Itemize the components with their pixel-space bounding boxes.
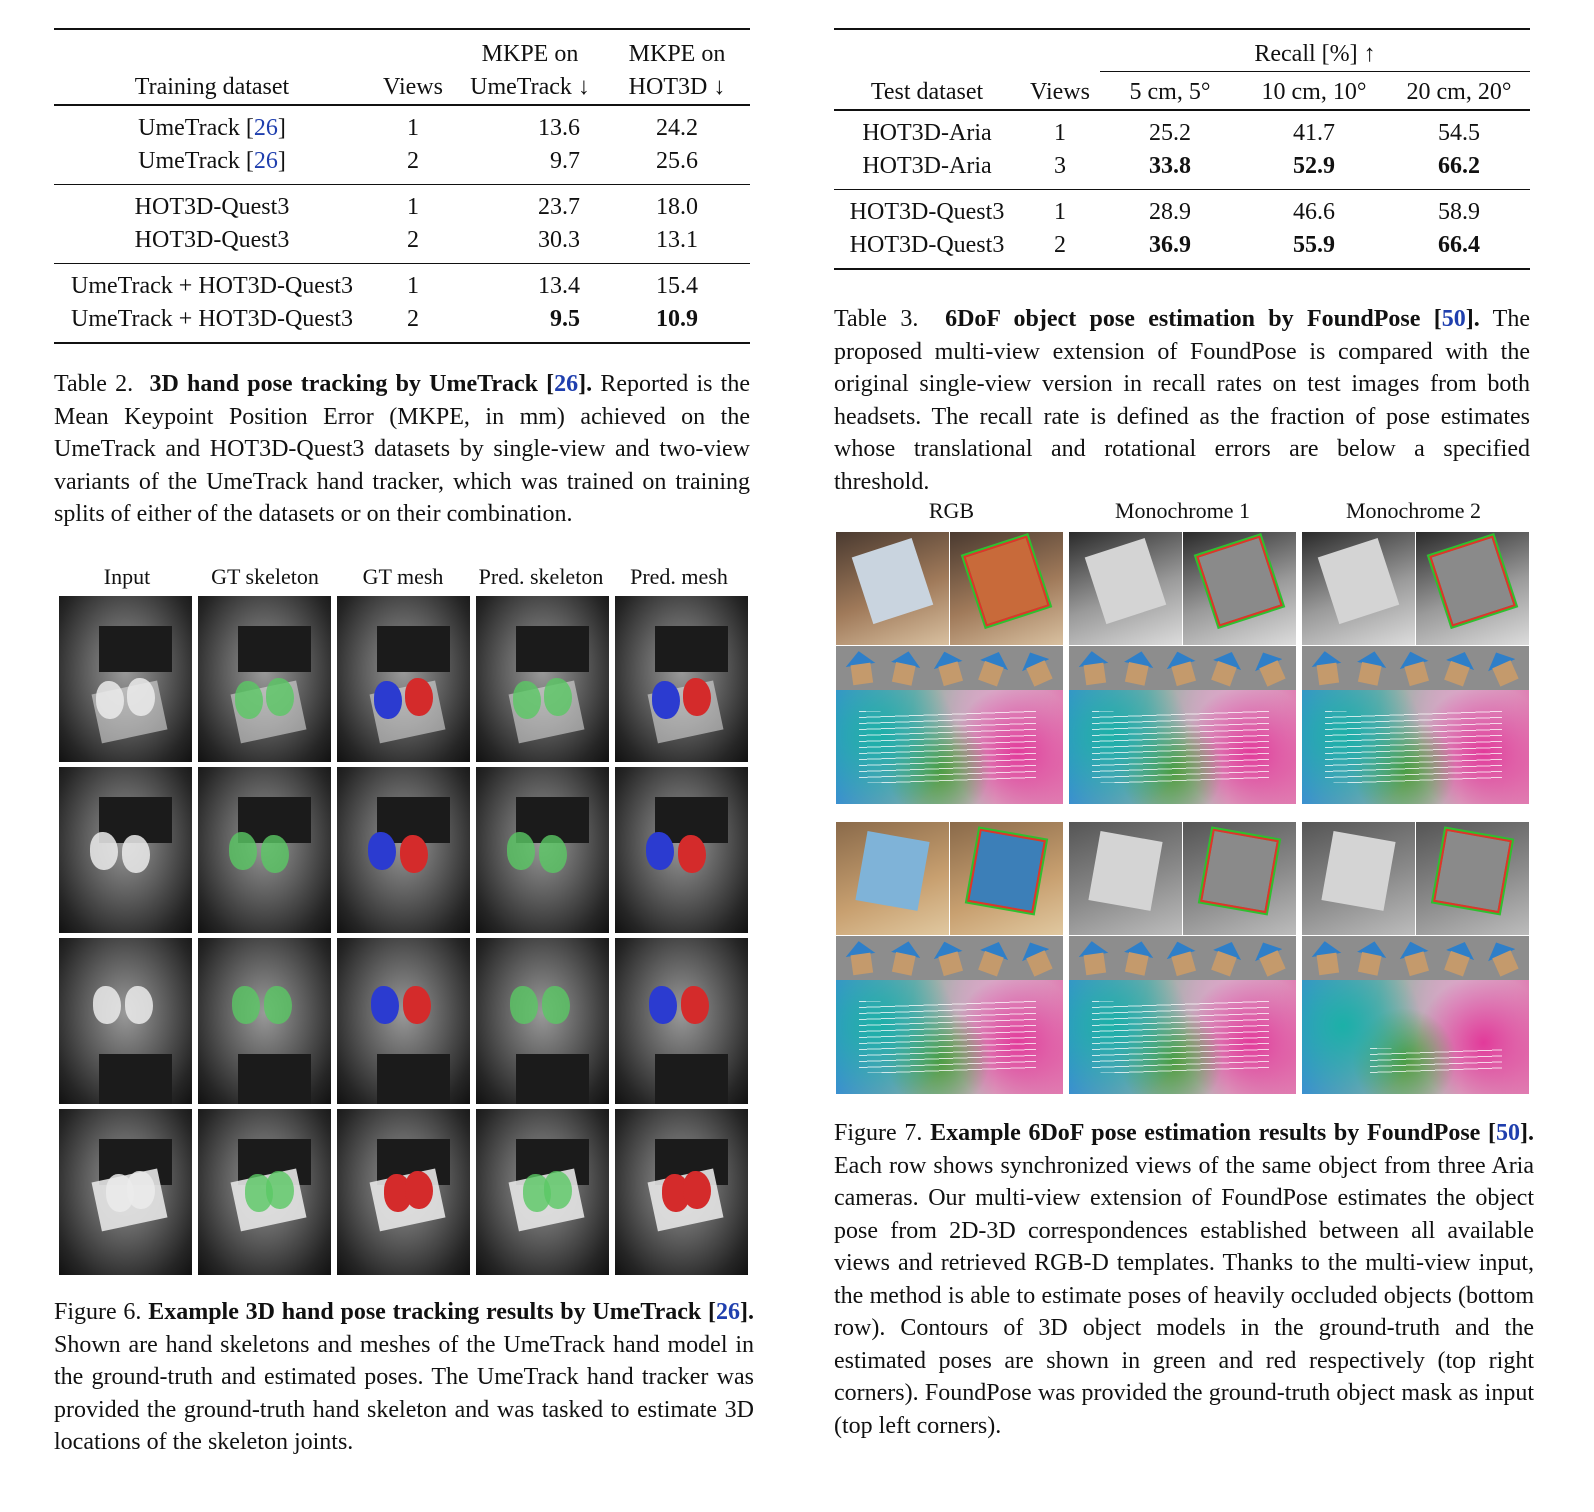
fig6-image-pred-skeleton <box>476 1109 609 1275</box>
template-thumbnail <box>1482 646 1523 689</box>
table3-cell-recall-10: 46.6 <box>1293 199 1335 225</box>
fig6-image-pred-mesh <box>615 938 748 1104</box>
fig6-image-input <box>59 1109 192 1275</box>
template-thumbnail <box>1249 936 1290 979</box>
template-body <box>1358 662 1382 686</box>
scene-background <box>516 626 589 672</box>
template-thumbnail <box>930 648 968 689</box>
table2-cell-mkpe-umetrack: 9.5 <box>550 306 580 332</box>
table2-header-views: Views <box>383 74 443 100</box>
template-thumbnail <box>1249 646 1290 689</box>
left-hand <box>507 832 535 870</box>
scene-background <box>655 626 728 672</box>
table3-cell-dataset: HOT3D-Quest3 <box>849 199 1005 225</box>
correspondence-lines <box>859 1001 1036 1074</box>
right-hand <box>542 986 570 1024</box>
caption-body: Each row shows synchronized views of the same object from three Aria cameras. Our multi-view extension of FoundPose estimates the object pose from 2D-3D correspondences established between all available views and retrieved RGB-D templates. Thanks to the multi-view input, the method is able to estimate poses of heavily occluded objects (bottom row). Contours of 3D object models in the ground-truth and the estimated poses are shown in green and red respectively (top right corners). FoundPose was provided the ground-truth object mask as input (top left corners). <box>834 1152 1534 1439</box>
fig7-monochrome-2-masked-input <box>1302 822 1415 935</box>
caption-label: Figure 7. <box>834 1120 923 1146</box>
table-row <box>834 229 1530 269</box>
template-body <box>938 951 963 976</box>
object-birdhouse <box>1321 831 1395 911</box>
table-row <box>834 190 1530 230</box>
table2-cell-mkpe-umetrack: 13.6 <box>538 115 580 141</box>
template-body <box>1125 952 1149 976</box>
right-hand <box>539 835 567 873</box>
template-thumbnail <box>1353 938 1389 977</box>
template-thumbnail <box>1077 649 1111 687</box>
table-row <box>54 145 750 185</box>
table-3-caption <box>834 303 1530 498</box>
table-row <box>54 303 750 343</box>
scene-background <box>99 1054 172 1104</box>
template-body <box>851 663 874 686</box>
fig7-rgb-pose-overlay <box>950 822 1063 935</box>
fig7-monochrome-1-feature-correspondences <box>1069 980 1296 1094</box>
table3-cell-recall-5: 28.9 <box>1149 199 1191 225</box>
left-hand <box>649 986 677 1024</box>
left-hand <box>513 681 541 719</box>
table3-header-views: Views <box>1030 78 1090 105</box>
template-thumbnail <box>844 649 878 687</box>
fig6-image-gt-mesh <box>337 938 470 1104</box>
template-body <box>1358 952 1382 976</box>
table2-header-mkpe-hot3d-line1: MKPE on <box>628 41 726 67</box>
figure-7-image-grid <box>836 532 1530 1112</box>
template-thumbnail <box>1163 938 1201 979</box>
template-body <box>892 952 916 976</box>
right-hand <box>678 835 706 873</box>
table3-cell-recall-10: 55.9 <box>1293 232 1335 258</box>
object-birdhouse <box>1085 537 1167 623</box>
template-thumbnail <box>973 937 1013 979</box>
fig7-monochrome-2-feature-correspondences <box>1302 980 1529 1094</box>
fig6-image-pred-mesh <box>615 1109 748 1275</box>
right-hand <box>264 986 292 1024</box>
template-thumbnail <box>1310 649 1344 687</box>
table3-cell-recall-20: 58.9 <box>1438 199 1480 225</box>
fig6-header-gt-skeleton: GT skeleton <box>211 564 319 589</box>
fig6-image-gt-skeleton <box>198 938 331 1104</box>
template-body <box>1404 951 1429 976</box>
table2-header-training-dataset: Training dataset <box>134 74 290 100</box>
left-hand <box>646 832 674 870</box>
table3-cell-dataset: HOT3D-Aria <box>862 153 992 179</box>
template-thumbnail <box>1016 646 1057 689</box>
template-body <box>851 953 874 976</box>
template-thumbnail <box>887 938 923 977</box>
fig6-image-pred-mesh <box>615 596 748 762</box>
scene-background <box>377 626 450 672</box>
right-hand <box>125 986 153 1024</box>
table2-cell-mkpe-hot3d: 15.4 <box>656 273 698 299</box>
object-birdhouse <box>966 537 1048 623</box>
caption-label: Table 3. <box>834 306 919 332</box>
template-thumbnail <box>1396 938 1434 979</box>
caption-body: Shown are hand skeletons and meshes of the UmeTrack hand model in the ground-truth and estimated poses. The UmeTrack hand tracker was provided the ground-truth hand skeleton and was tasked to estimate 3D locations of the skeleton joints. <box>54 1331 754 1455</box>
fig6-image-pred-skeleton <box>476 938 609 1104</box>
fig7-monochrome-2-template-strip <box>1302 646 1529 690</box>
template-thumbnail <box>844 939 878 977</box>
template-thumbnail <box>1163 648 1201 689</box>
template-thumbnail <box>1077 939 1111 977</box>
fig7-header-monochrome-2: Monochrome 2 <box>1345 498 1482 523</box>
fig6-header-pred-skeleton: Pred. skeleton <box>478 564 604 589</box>
fig6-image-input <box>59 596 192 762</box>
table-row <box>54 185 750 225</box>
template-thumbnail <box>1206 647 1246 689</box>
caption-title: 3D hand pose tracking by UmeTrack [26]. <box>149 371 593 397</box>
fig6-image-gt-mesh <box>337 767 470 933</box>
fig7-monochrome-1-pose-overlay <box>1183 532 1296 645</box>
fig7-header-rgb: RGB <box>928 498 975 523</box>
template-thumbnail <box>1439 647 1479 689</box>
caption-body: The proposed multi-view extension of FoundPose is compared with the original single-view version in recall rates on test images from both headsets. The recall rate is defined as the fraction of pose estimates whose translational and rotational errors are below a specified threshold. <box>834 306 1530 495</box>
table3-cell-recall-5: 25.2 <box>1149 120 1191 146</box>
fig6-image-input <box>59 767 192 933</box>
caption-title: Example 6DoF pose estimation results by FoundPose [50]. <box>930 1120 1535 1146</box>
object-birdhouse <box>1202 831 1276 911</box>
citation-link[interactable]: 50 <box>1441 306 1466 332</box>
fig6-image-gt-skeleton <box>198 1109 331 1275</box>
table3-cell-dataset: HOT3D-Quest3 <box>849 232 1005 258</box>
table2-cell-mkpe-umetrack: 9.7 <box>550 148 580 174</box>
fig6-image-pred-skeleton <box>476 596 609 762</box>
figure-6-column-headers <box>58 564 750 590</box>
fig7-monochrome-2-pose-overlay <box>1416 532 1529 645</box>
table3-cell-recall-20: 66.4 <box>1438 232 1480 258</box>
table2-cell-views: 2 <box>407 306 419 332</box>
fig7-header-monochrome-1: Monochrome 1 <box>1114 498 1251 523</box>
table2-cell-mkpe-umetrack: 23.7 <box>538 194 580 220</box>
left-hand <box>374 681 402 719</box>
fig7-monochrome-1-masked-input <box>1069 532 1182 645</box>
fig6-image-pred-skeleton <box>476 767 609 933</box>
right-hand <box>122 835 150 873</box>
left-hand <box>93 986 121 1024</box>
fig7-rgb-template-strip <box>836 936 1063 980</box>
left-hand <box>371 986 399 1024</box>
fig7-monochrome-1-feature-correspondences <box>1069 690 1296 804</box>
left-hand <box>90 832 118 870</box>
fig7-rgb-feature-correspondences <box>836 690 1063 804</box>
object-birdhouse <box>1435 831 1509 911</box>
table3-cell-dataset: HOT3D-Aria <box>862 120 992 146</box>
fig7-rgb-masked-input <box>836 822 949 935</box>
template-body <box>1084 663 1107 686</box>
citation-link[interactable]: 26 <box>253 115 278 141</box>
left-hand <box>96 681 124 719</box>
table2-cell-dataset: HOT3D-Quest3 <box>134 194 290 220</box>
table-row <box>54 224 750 264</box>
template-body <box>1084 953 1107 976</box>
left-hand <box>368 832 396 870</box>
table3-cell-recall-20: 66.2 <box>1438 153 1480 179</box>
citation-link[interactable]: 50 <box>1496 1120 1521 1146</box>
template-body <box>1171 951 1196 976</box>
scene-background <box>238 626 311 672</box>
correspondence-lines <box>1092 1001 1269 1074</box>
table2-cell-dataset: UmeTrack [26] <box>138 115 286 141</box>
table2-cell-views: 1 <box>407 194 419 220</box>
template-thumbnail <box>1120 938 1156 977</box>
table2-cell-mkpe-hot3d: 24.2 <box>656 115 698 141</box>
figure-6-caption <box>54 1296 754 1459</box>
table2-cell-views: 2 <box>407 227 419 253</box>
object-birdhouse <box>855 831 929 911</box>
citation-link[interactable]: 26 <box>554 371 579 397</box>
table2-cell-views: 1 <box>407 273 419 299</box>
table3-cell-views: 1 <box>1054 199 1066 225</box>
object-birdhouse <box>1318 537 1400 623</box>
right-hand <box>403 986 431 1024</box>
template-thumbnail <box>1482 936 1523 979</box>
figure-6 <box>54 560 754 1280</box>
template-thumbnail <box>1353 648 1389 687</box>
fig7-monochrome-1-template-strip <box>1069 936 1296 980</box>
table2-header-mkpe-umetrack-line2: UmeTrack ↓ <box>470 74 590 100</box>
table2-cell-mkpe-hot3d: 10.9 <box>656 306 698 332</box>
fig6-image-gt-skeleton <box>198 767 331 933</box>
object-birdhouse <box>1199 537 1281 623</box>
scene-background <box>655 1054 728 1104</box>
table2-cell-mkpe-umetrack: 13.4 <box>538 273 580 299</box>
table3-header-threshold-20: 20 cm, 20° <box>1406 79 1512 105</box>
scene-background <box>99 626 172 672</box>
table3-cell-views: 3 <box>1054 153 1066 179</box>
object-birdhouse <box>1432 537 1514 623</box>
table3-cell-recall-10: 52.9 <box>1293 153 1335 179</box>
fig7-rgb-feature-correspondences <box>836 980 1063 1094</box>
fig7-monochrome-2-pose-overlay <box>1416 822 1529 935</box>
table-3 <box>834 28 1530 270</box>
table-2 <box>54 28 750 344</box>
template-body <box>1171 661 1196 686</box>
fig6-image-gt-mesh <box>337 596 470 762</box>
table3-cell-recall-10: 41.7 <box>1293 120 1335 146</box>
object-birdhouse <box>969 831 1043 911</box>
figure-7-column-headers <box>836 498 1530 524</box>
caption-label: Figure 6. <box>54 1299 142 1325</box>
right-hand <box>261 835 289 873</box>
right-hand <box>400 835 428 873</box>
correspondence-lines <box>859 711 1036 784</box>
citation-link[interactable]: 26 <box>716 1299 741 1325</box>
correspondence-lines <box>1092 711 1269 784</box>
template-body <box>1404 661 1429 686</box>
caption-label: Table 2. <box>54 371 134 397</box>
template-thumbnail <box>1206 937 1246 979</box>
caption-body: Reported is the Mean Keypoint Position Error (MKPE, in mm) achieved on the UmeTrack and HOT3D-Quest3 datasets by single-view and two-view variants of the UmeTrack hand tracker, which was trained on training splits of either of the datasets or on their combination. <box>54 371 750 527</box>
table-row <box>54 105 750 145</box>
figure-7-caption <box>834 1117 1534 1442</box>
table2-cell-views: 2 <box>407 148 419 174</box>
fig6-image-gt-mesh <box>337 1109 470 1275</box>
fig7-monochrome-1-template-strip <box>1069 646 1296 690</box>
fig7-rgb-pose-overlay <box>950 532 1063 645</box>
fig6-image-input <box>59 938 192 1104</box>
scene-background <box>238 1054 311 1104</box>
correspondence-lines <box>1370 1048 1502 1073</box>
table3-header-test-dataset: Test dataset <box>870 78 984 105</box>
table3-cell-recall-5: 33.8 <box>1149 153 1191 179</box>
template-thumbnail <box>1310 939 1344 977</box>
table2-header-mkpe-umetrack-line1: MKPE on <box>481 41 579 67</box>
template-thumbnail <box>887 648 923 687</box>
caption-title: 6DoF object pose estimation by FoundPose [50]. <box>945 306 1480 332</box>
table-2-caption <box>54 368 750 531</box>
object-birdhouse <box>852 537 934 623</box>
table-row <box>834 150 1530 190</box>
fig7-monochrome-1-masked-input <box>1069 822 1182 935</box>
table2-cell-mkpe-hot3d: 13.1 <box>656 227 698 253</box>
template-body <box>1125 662 1149 686</box>
left-hand <box>652 681 680 719</box>
table3-cell-views: 1 <box>1054 120 1066 146</box>
left-hand <box>510 986 538 1024</box>
table2-cell-dataset: UmeTrack + HOT3D-Quest3 <box>71 273 353 299</box>
fig7-monochrome-2-template-strip <box>1302 936 1529 980</box>
table-row <box>834 110 1530 150</box>
table-row <box>54 264 750 304</box>
table2-cell-views: 1 <box>407 115 419 141</box>
template-thumbnail <box>973 647 1013 689</box>
table3-header-threshold-10: 10 cm, 10° <box>1261 79 1367 105</box>
fig7-monochrome-2-masked-input <box>1302 532 1415 645</box>
fig6-header-gt-mesh: GT mesh <box>362 564 444 589</box>
figure-6-image-grid <box>59 596 749 1276</box>
template-thumbnail <box>1396 648 1434 689</box>
citation-link[interactable]: 26 <box>253 148 278 174</box>
table3-header-recall: Recall [%] ↑ <box>1100 29 1530 72</box>
left-hand <box>229 832 257 870</box>
scene-background <box>516 1054 589 1104</box>
table3-header-threshold-5: 5 cm, 5° <box>1129 79 1211 105</box>
fig6-header-input: Input <box>103 564 151 589</box>
table3-cell-views: 2 <box>1054 232 1066 258</box>
table2-cell-dataset: HOT3D-Quest3 <box>134 227 290 253</box>
fig6-header-pred-mesh: Pred. mesh <box>630 564 728 589</box>
fig7-monochrome-1-pose-overlay <box>1183 822 1296 935</box>
template-thumbnail <box>1120 648 1156 687</box>
left-hand <box>232 986 260 1024</box>
table3-cell-recall-5: 36.9 <box>1149 232 1191 258</box>
table2-header-mkpe-hot3d-line2: HOT3D ↓ <box>628 74 726 100</box>
correspondence-lines <box>1325 711 1502 784</box>
fig7-rgb-masked-input <box>836 532 949 645</box>
caption-title: Example 3D hand pose tracking results by UmeTrack [26]. <box>148 1299 755 1325</box>
table2-cell-mkpe-hot3d: 18.0 <box>656 194 698 220</box>
fig7-monochrome-2-feature-correspondences <box>1302 690 1529 804</box>
left-hand <box>235 681 263 719</box>
template-thumbnail <box>1439 937 1479 979</box>
table2-cell-mkpe-hot3d: 25.6 <box>656 148 698 174</box>
template-body <box>1317 953 1340 976</box>
table2-cell-dataset: UmeTrack + HOT3D-Quest3 <box>71 306 353 332</box>
figure-7 <box>834 496 1534 1116</box>
table2-cell-dataset: UmeTrack [26] <box>138 148 286 174</box>
template-body <box>1317 663 1340 686</box>
table2-cell-mkpe-umetrack: 30.3 <box>538 227 580 253</box>
fig7-rgb-template-strip <box>836 646 1063 690</box>
scene-background <box>377 1054 450 1104</box>
template-thumbnail <box>930 938 968 979</box>
right-hand <box>681 986 709 1024</box>
fig6-image-gt-skeleton <box>198 596 331 762</box>
table3-cell-recall-20: 54.5 <box>1438 120 1480 146</box>
object-birdhouse <box>1088 831 1162 911</box>
fig6-image-pred-mesh <box>615 767 748 933</box>
template-body <box>938 661 963 686</box>
template-body <box>892 662 916 686</box>
template-thumbnail <box>1016 936 1057 979</box>
